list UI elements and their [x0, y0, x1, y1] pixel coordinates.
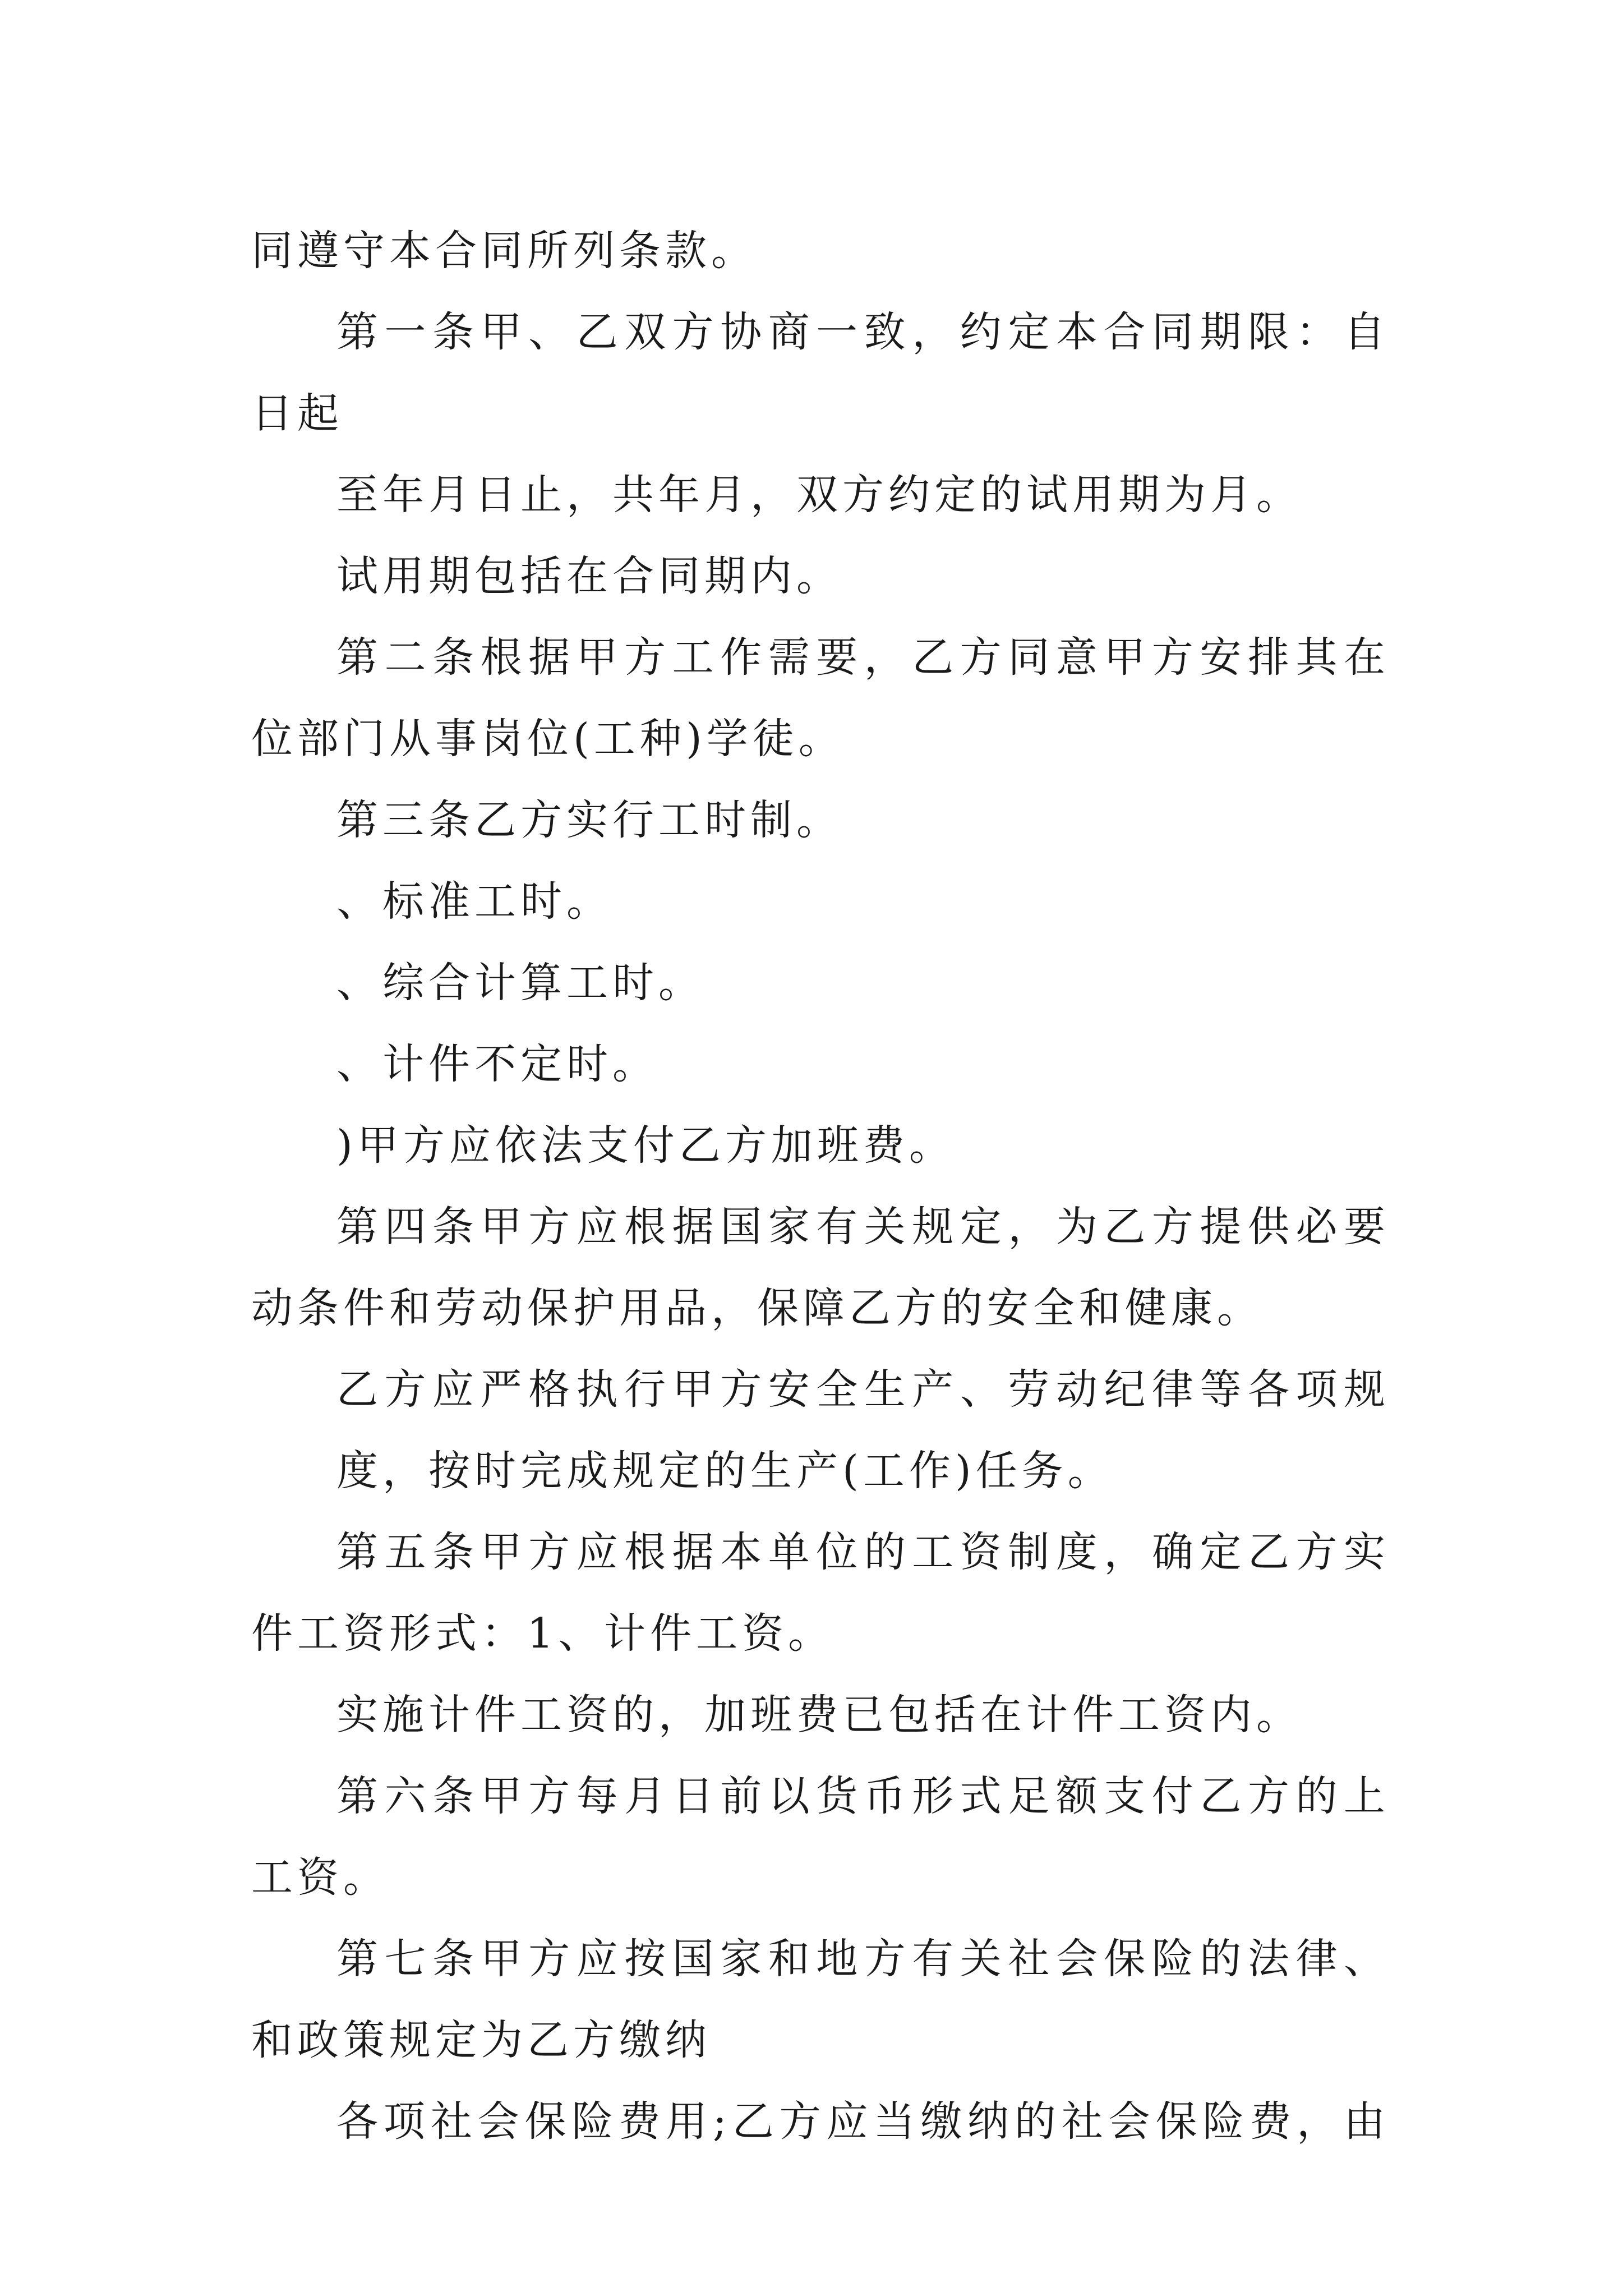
text-line: 件工资形式：1、计件工资。 — [251, 1609, 834, 1658]
text-line: 位部门从事岗位(工种)学徒。 — [251, 715, 845, 763]
text-line: 工资。 — [251, 1853, 389, 1902]
text-line: 动条件和劳动保护用品，保障乙方的安全和健康。 — [251, 1284, 1263, 1332]
text-line: 各项社会保险费用;乙方应当缴纳的社会保险费，由 — [336, 2097, 1390, 2146]
text-line: 第三条乙方实行工时制。 — [336, 796, 842, 844]
text-line: 度，按时完成规定的生产(工作)任务。 — [336, 1447, 1114, 1495]
text-line: 第五条甲方应根据本单位的工资制度，确定乙方实 — [336, 1528, 1390, 1576]
text-line: 和政策规定为乙方缴纳 — [251, 2016, 711, 2064]
text-line: 第七条甲方应按国家和地方有关社会保险的法律、 — [336, 1935, 1390, 1983]
text-line: 第二条根据甲方工作需要，乙方同意甲方安排其在 — [336, 633, 1390, 682]
text-line: 至年月日止，共年月，双方约定的试用期为月。 — [336, 471, 1302, 519]
text-line: )甲方应依法支付乙方加班费。 — [336, 1121, 955, 1170]
text-line: 第一条甲、乙双方协商一致，约定本合同期限：自 — [336, 308, 1390, 356]
text-line: 、综合计算工时。 — [336, 959, 704, 1007]
contract-text — [251, 210, 1390, 2162]
text-line: 实施计件工资的，加班费已包括在计件工资内。 — [336, 1691, 1302, 1739]
text-line: 第四条甲方应根据国家有关规定，为乙方提供必要 — [336, 1203, 1390, 1251]
text-line: 日起 — [251, 389, 343, 438]
text-line: 、计件不定时。 — [336, 1040, 658, 1088]
text-line: 第六条甲方每月日前以货币形式足额支付乙方的上 — [336, 1772, 1390, 1820]
text-line: 同遵守本合同所列条款。 — [251, 227, 757, 275]
text-line: 乙方应严格执行甲方安全生产、劳动纪律等各项规 — [336, 1365, 1390, 1414]
text-line: 、标准工时。 — [336, 877, 612, 926]
text-line: 试用期包括在合同期内。 — [336, 552, 842, 600]
